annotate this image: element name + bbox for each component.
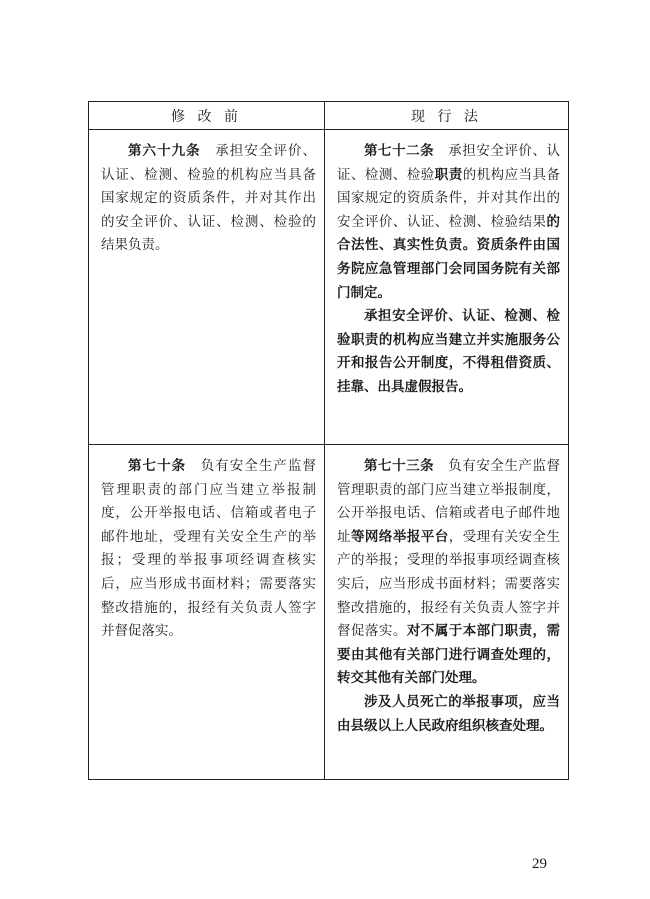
article-number: 第七十条 — [128, 458, 187, 474]
article-text: 承担安全评价、认证、检测、检验的机构应当具备国家规定的资质条件，并对其作出的安全评价、认证、检测、检验的结果负责。 — [101, 143, 317, 254]
table-row — [89, 130, 569, 445]
cell-current-article-72 — [325, 130, 569, 445]
table-row — [89, 445, 569, 780]
cell-before-article-69 — [89, 130, 325, 445]
article-text: 承担安全评价、认证、检测、检验 — [337, 143, 561, 183]
article-number: 第七十三条 — [364, 458, 435, 474]
amended-paragraph: 涉及人员死亡的举报事项，应当由县级以上人民政府组织核查处理。 — [337, 693, 560, 734]
amended-text: 等网络举报平台 — [350, 528, 449, 545]
amended-paragraph: 承担安全评价、认证、检测、检验职责的机构应当建立并实施服务公开和报告公开制度，不得租借资质、挂靠、出具虚假报告。 — [337, 308, 560, 395]
article-text: 负有安全生产监督管理职责的部门应当建立举报制度，公开举报电话、信箱或者电子邮件地址 — [337, 458, 561, 545]
paragraph — [337, 140, 560, 305]
paragraph — [101, 140, 316, 258]
cell-current-article-73 — [325, 445, 569, 780]
paragraph — [101, 455, 316, 644]
article-text: ，受理有关安全生产的举报；受理的举报事项经调查核实后，应当形成书面材料；需要落实整改措施的，报经有关负责人签字并督促落实。 — [337, 528, 561, 640]
column-header-current: 现 行 法 — [325, 102, 569, 130]
column-header-before: 修 改 前 — [89, 102, 325, 130]
paragraph — [337, 455, 560, 691]
article-number: 第六十九条 — [128, 143, 201, 159]
amended-text: 的合法性、真实性负责。资质条件由国务院应急管理部门会同国务院有关部门制定。 — [337, 213, 560, 301]
table-header-row — [89, 102, 569, 130]
article-text: 的机构应当具备国家规定的资质条件，并对其作出的安全评价、认证、检测、检验结果 — [337, 166, 561, 230]
amended-text: 对不属于本部门职责，需要由其他有关部门进行调查处理的，转交其他有关部门处理。 — [337, 623, 561, 687]
article-text: 负有安全生产监督管理职责的部门应当建立举报制度，公开举报电话、信箱或者电子邮件地址，受理有关安全生产的举报；受理的举报事项经调查核实后，应当形成书面材料；需要落实整改措施的，报经有关负责人签字并督促落实。 — [101, 458, 317, 640]
page-number: 29 — [532, 856, 547, 872]
cell-before-article-70 — [89, 445, 325, 780]
article-number: 第七十二条 — [364, 143, 435, 159]
amended-text: 职责 — [434, 166, 463, 183]
comparison-table — [88, 101, 569, 780]
